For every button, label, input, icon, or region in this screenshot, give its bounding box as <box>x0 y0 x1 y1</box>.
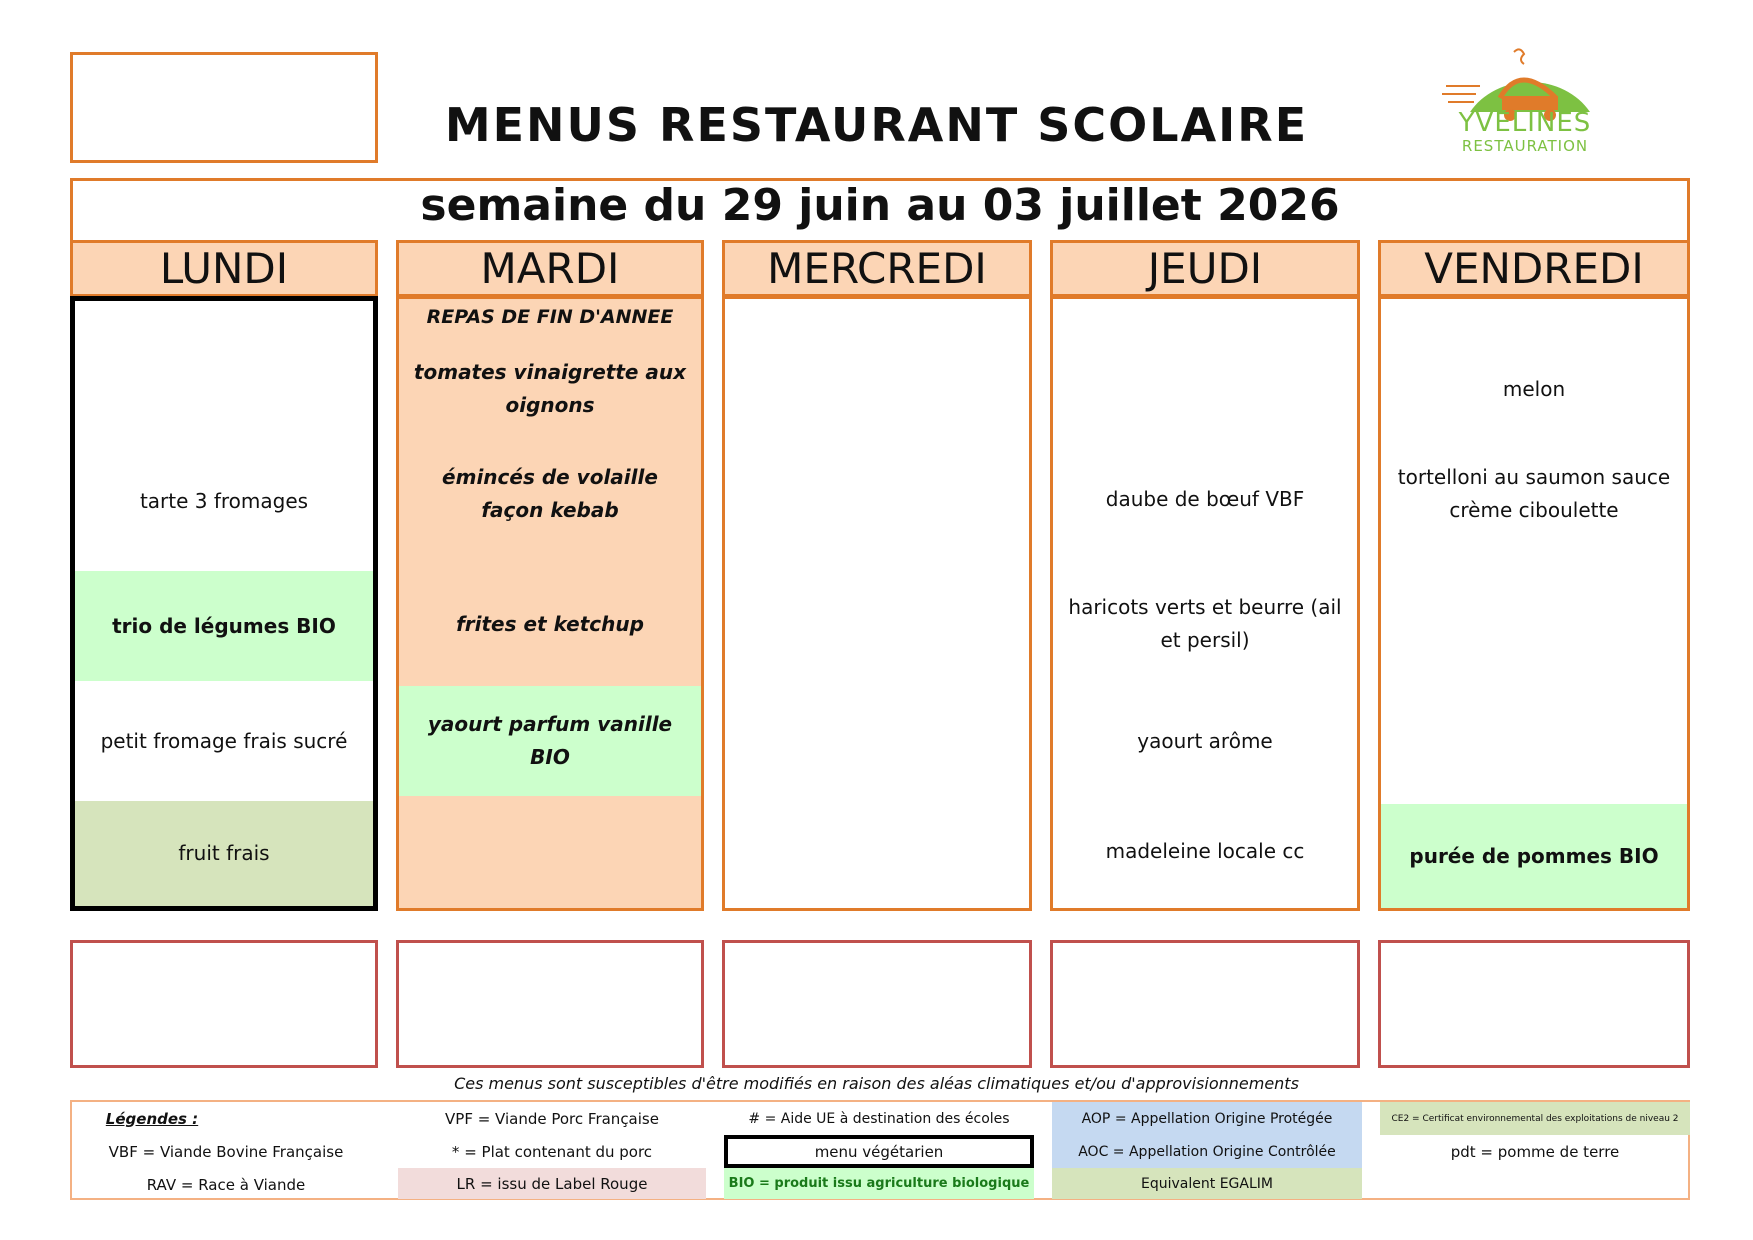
menu-item: yaourt arôme <box>1137 728 1273 753</box>
day-column-mercredi <box>722 296 1032 911</box>
legend-porc: * = Plat contenant du porc <box>451 1142 653 1161</box>
menu-item: madeleine locale cc <box>1105 839 1305 863</box>
bottom-box-vendredi <box>1378 940 1690 1068</box>
day-column-lundi <box>70 296 378 911</box>
disclaimer: Ces menus sont susceptibles d'être modifiés en raison des aléas climatiques et/ou d'approvisionnements <box>454 1074 1299 1093</box>
legend-rav: RAV = Race à Viande <box>146 1175 306 1194</box>
legend-vpf: VPF = Viande Porc Française <box>445 1109 659 1128</box>
menu-item: petit fromage frais sucré <box>100 728 348 753</box>
legend-aop: AOP = Appellation Origine Protégée <box>1052 1102 1362 1135</box>
day-header-vendredi: VENDREDI <box>1378 240 1690 297</box>
menu-item: daube de bœuf VBF <box>1105 486 1305 511</box>
legend <box>70 1100 1690 1200</box>
menu-item: émincés de volaille façon kebab <box>442 465 658 522</box>
menu-item: purée de pommes BIO <box>1381 804 1687 908</box>
day-column-mardi <box>396 296 704 911</box>
legend-vbf: VBF = Viande Bovine Française <box>108 1142 344 1161</box>
legend-ce2: CE2 = Certificat environnemental des exploitations de niveau 2 <box>1380 1102 1690 1135</box>
legend-egalim: Equivalent EGALIM <box>1052 1168 1362 1199</box>
menu-item: haricots verts et beurre (ail et persil) <box>1068 595 1342 652</box>
legend-label-rouge: LR = issu de Label Rouge <box>398 1168 706 1199</box>
menu-item: yaourt parfum vanille BIO <box>399 686 701 796</box>
bottom-box-lundi <box>70 940 378 1068</box>
day-header-jeudi: JEUDI <box>1050 240 1360 297</box>
bottom-box-jeudi <box>1050 940 1360 1068</box>
menu-item: tomates vinaigrette aux oignons <box>413 360 687 417</box>
legend-title: Légendes : <box>105 1109 199 1128</box>
logo-text-line2: RESTAURATION <box>1461 137 1589 155</box>
day-column-jeudi <box>1050 296 1360 911</box>
menu-item: trio de légumes BIO <box>75 571 373 681</box>
bottom-box-mercredi <box>722 940 1032 1068</box>
day-header-lundi: LUNDI <box>70 240 378 297</box>
day-header-mardi: MARDI <box>396 240 704 297</box>
week-title: semaine du 29 juin au 03 juillet 2026 <box>420 180 1340 231</box>
menu-item: melon <box>1502 376 1566 401</box>
menu-item: frites et ketchup <box>456 611 644 636</box>
menu-item: REPAS DE FIN D'ANNEE <box>426 305 674 328</box>
legend-bio: BIO = produit issu agriculture biologique <box>724 1168 1034 1199</box>
legend-aoc: AOC = Appellation Origine Contrôlée <box>1052 1135 1362 1168</box>
bottom-box-mardi <box>396 940 704 1068</box>
legend-aide-ue: # = Aide UE à destination des écoles <box>748 1110 1010 1127</box>
logo-text-line1: YVELINES <box>1458 108 1592 138</box>
menu-item: tarte 3 fromages <box>139 488 309 513</box>
menu-item: tortelloni au saumon sauce crème ciboulette <box>1397 465 1671 522</box>
day-column-vendredi <box>1378 296 1690 911</box>
page-title: MENUS RESTAURANT SCOLAIRE <box>444 98 1309 152</box>
logo <box>1440 42 1610 155</box>
legend-pdt: pdt = pomme de terre <box>1450 1142 1620 1161</box>
legend-vegetarien: menu végétarien <box>724 1135 1034 1168</box>
menu-item: fruit frais <box>75 801 373 906</box>
day-header-mercredi: MERCREDI <box>722 240 1032 297</box>
